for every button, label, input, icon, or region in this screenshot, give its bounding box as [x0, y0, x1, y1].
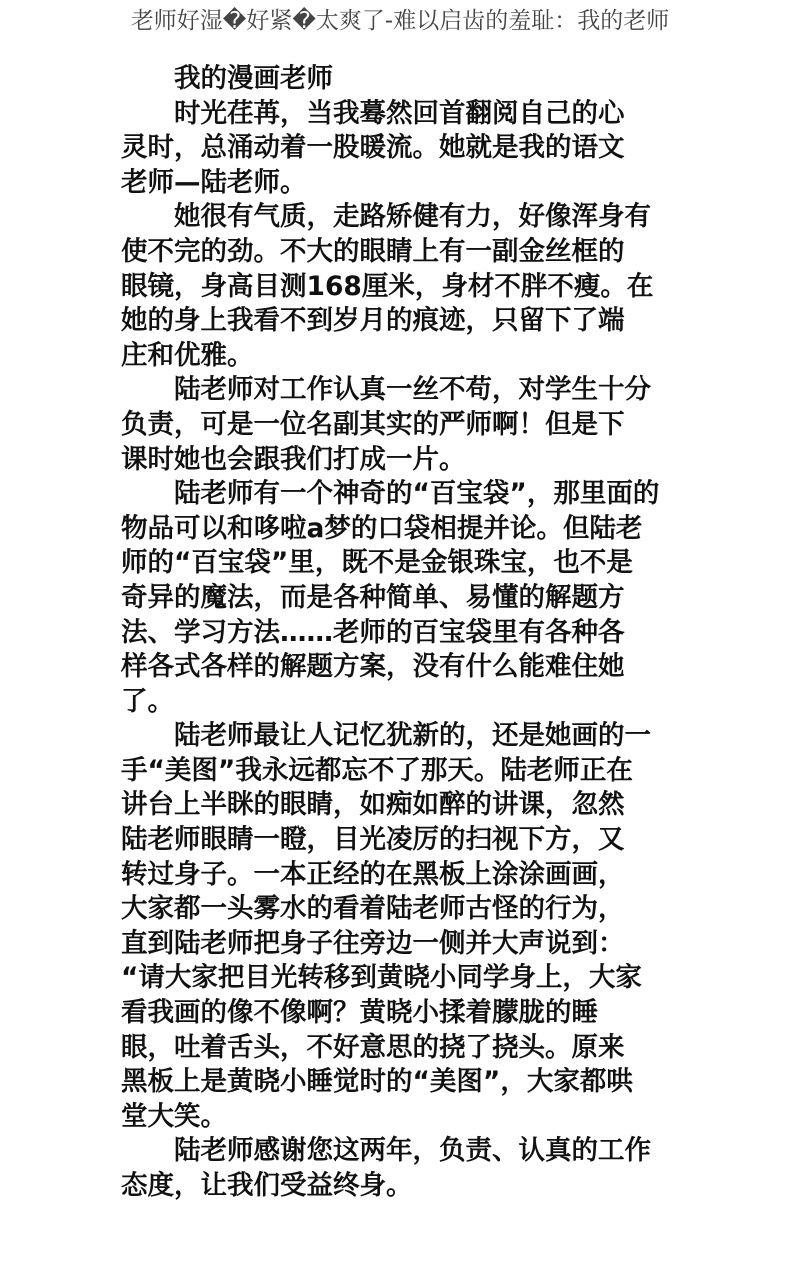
article-image — [121, 62, 681, 1204]
article-paragraph: 陆老师对工作认真一丝不苟，对学生十分 负责，可是一位名副其实的严师啊！但是下 课时她也会跟我们打成一片。 — [121, 374, 651, 475]
article-paragraph: 陆老师有一个神奇的“百宝袋”，那里面的 物品可以和哆啦a梦的口袋相提并论。但陆老 师的“百宝袋”里，既不是金银珠宝，也不是 奇异的魔法，而是各种简单、易懂的解题方 法、学习方法……老师的百宝袋里有各种各 样各式各样的解题方案，没有什么能难住她 了。 — [121, 478, 660, 717]
article-paragraph: 她很有气质，走路矫健有力，好像浑身有 使不完的劲。不大的眼睛上有一副金丝框的 眼镜，身高目测168厘米，身材不胖不瘦。在 她的身上我看不到岁月的痕迹，只留下了端 庄和优雅。 — [121, 201, 654, 371]
page-header-title: 老师好湿�好紧�太爽了-难以启齿的羞耻：我的老师 — [130, 8, 670, 34]
article-paragraph: 陆老师最让人记忆犹新的，还是她画的一 手“美图”我永远都忘不了那天。陆老师正在 讲台上半眯的眼睛，如痴如醉的讲课，忽然 陆老师眼睛一瞪，目光凌厉的扫视下方，又 转过身子。一本正经的在黑板上涂涂画画， 大家都一头雾水的看着陆老师古怪的行为， 直到陆老师把身子往旁边一侧并大声说到： “请大家把目光转移到黄晓小同学身上，大家 看我画的像不像啊？黄晓小揉着朦胧的睡 眼，吐着舌头，不好意思的挠了挠头。原来 黑板上是黄晓小睡觉时的“美图”，大家都哄 堂大笑。 — [121, 720, 651, 1132]
article-title: 我的漫画老师 — [174, 63, 333, 94]
article-paragraph: 陆老师感谢您这两年，负责、认真的工作 态度，让我们受益终身。 — [121, 1135, 651, 1201]
article-paragraph: 时光荏苒，当我蓦然回首翻阅自己的心 灵时，总涌动着一股暖流。她就是我的语文 老师—陆老师。 — [121, 97, 625, 198]
